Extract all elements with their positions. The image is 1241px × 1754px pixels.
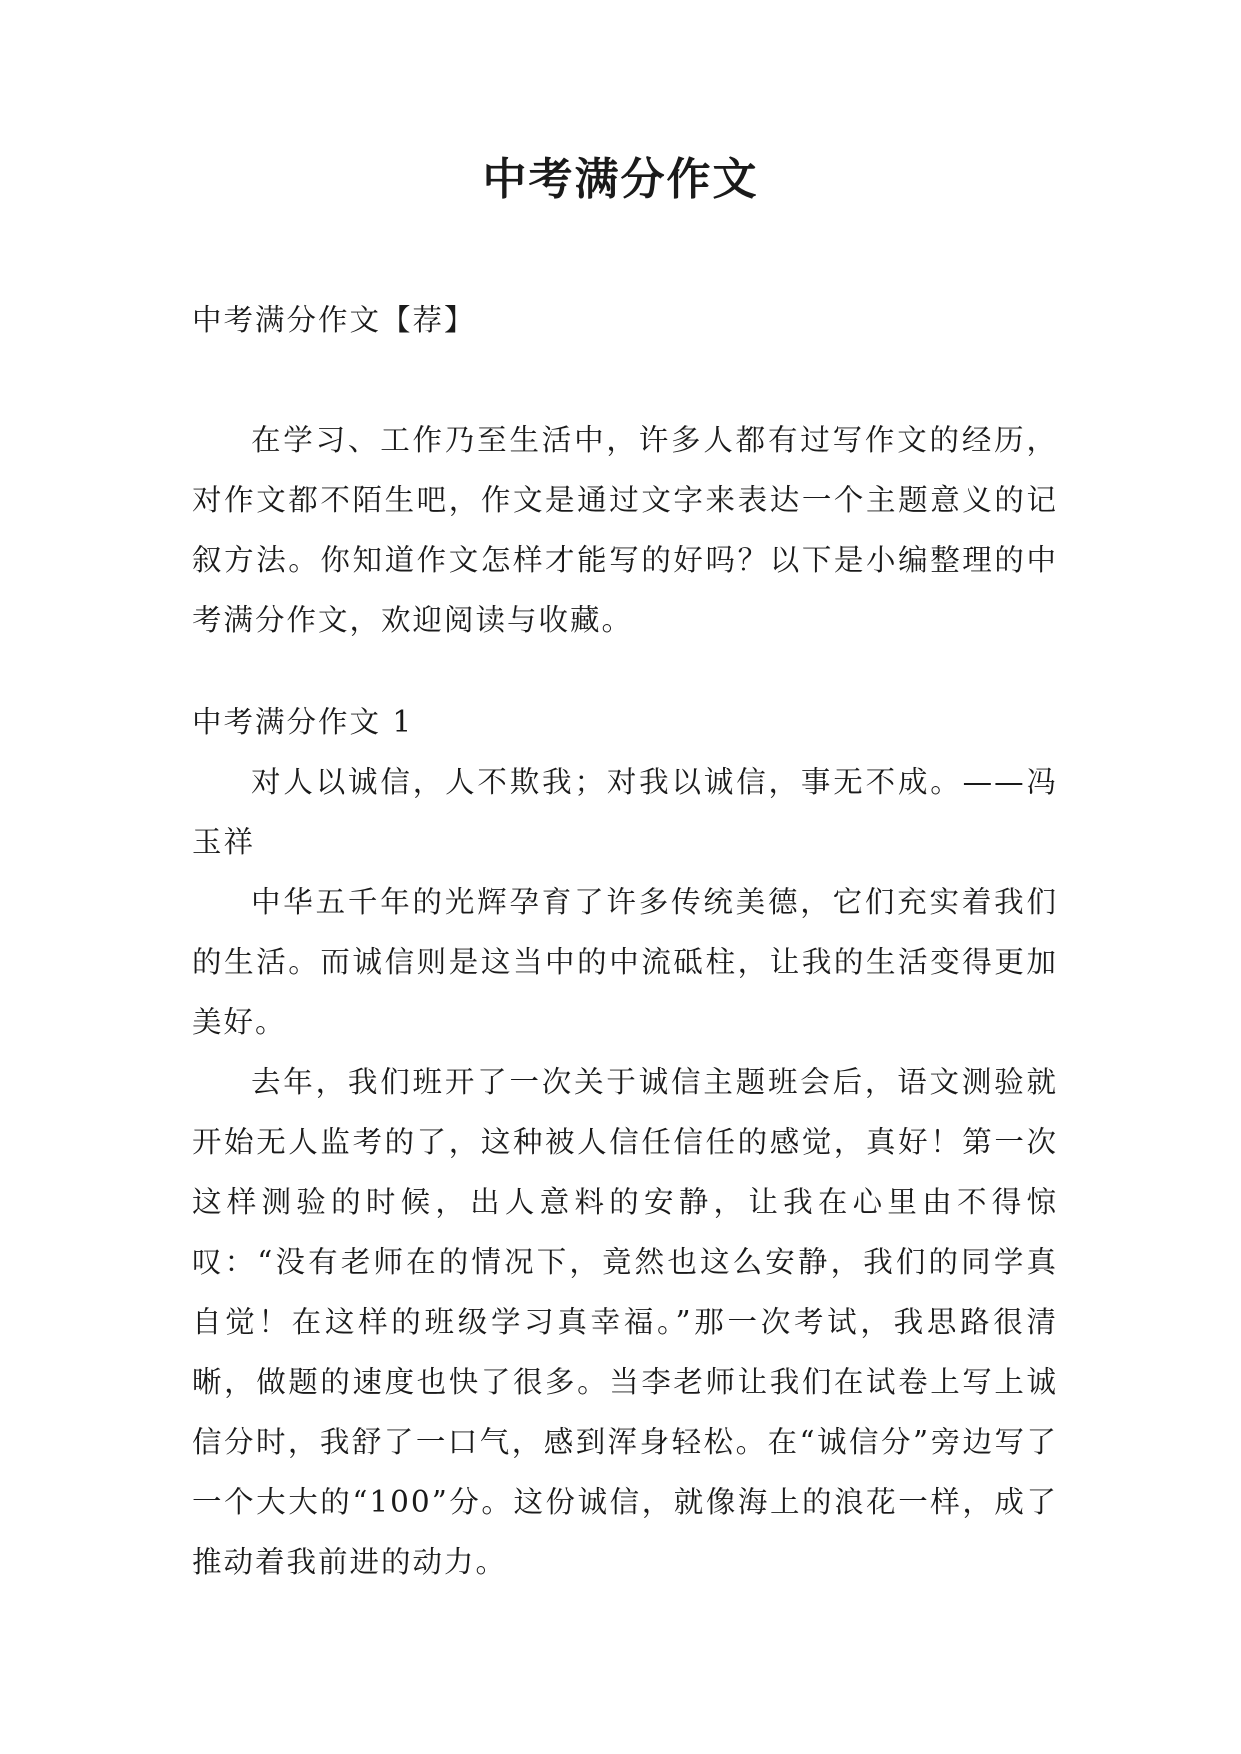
essay-paragraph: 去年，我们班开了一次关于诚信主题班会后，语文测验就开始无人监考的了，这种被人信任信任的感觉，真好！第一次这样测验的时候，出人意料的安静，让我在心里由不得惊叹：“没有老师在的情况下，竟然也这么安静，我们的同学真自觉！在这样的班级学习真幸福。”那一次考试，我思路很清晰，做题的速度也快了很多。当李老师让我们在试卷上写上诚信分时，我舒了一口气，感到浑身轻松。在“诚信分”旁边写了一个大大的“100”分。这份诚信，就像海上的浪花一样，成了推动着我前进的动力。 — [192, 1065, 1058, 1579]
section-heading: 中考满分作文 1 — [192, 705, 414, 739]
document-subtitle: 中考满分作文【荐】 — [192, 303, 476, 337]
intro-paragraph: 在学习、工作乃至生活中，许多人都有过写作文的经历，对作文都不陌生吧，作文是通过文字来表达一个主题意义的记叙方法。你知道作文怎样才能写的好吗？以下是小编整理的中考满分作文，欢迎阅读与收藏。 — [192, 423, 1058, 637]
essay-body — [192, 752, 1058, 1592]
document-title: 中考满分作文 — [482, 154, 759, 205]
essay-quote-paragraph: 对人以诚信，人不欺我；对我以诚信，事无不成。——冯玉祥 — [192, 765, 1058, 859]
essay-paragraph: 中华五千年的光辉孕育了许多传统美德，它们充实着我们的生活。而诚信则是这当中的中流砥柱，让我的生活变得更加美好。 — [192, 885, 1058, 1039]
